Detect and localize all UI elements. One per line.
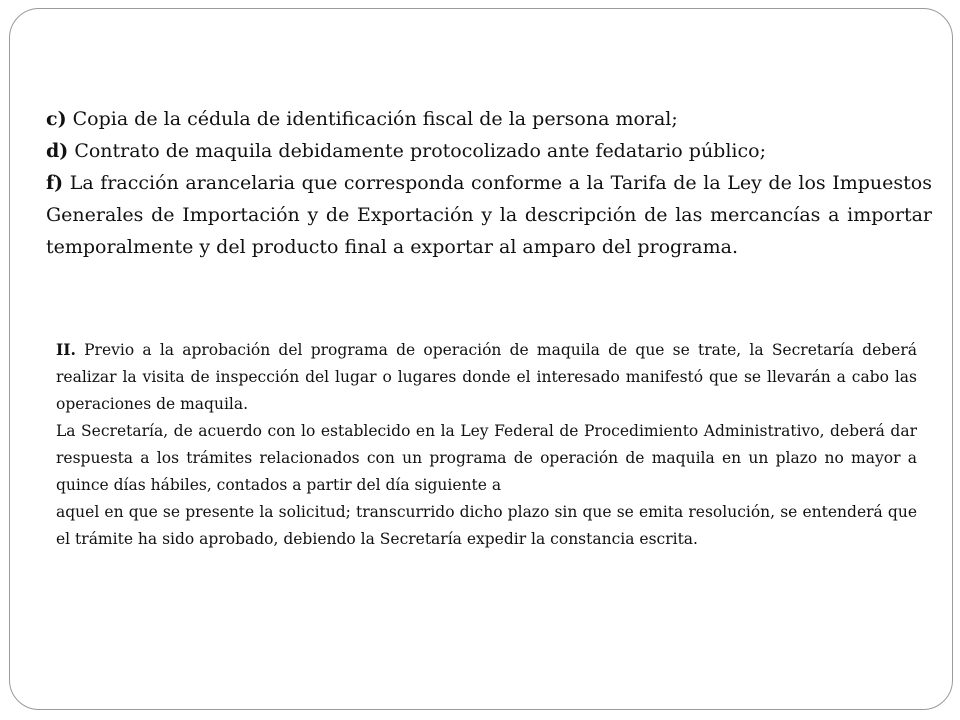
item-d-text: Contrato de maquila debidamente protocolizado ante fedatario público; xyxy=(68,140,766,162)
item-f-text: La fracción arancelaria que corresponda conforme a la Tarifa de la Ley de los Impuestos Generales de Importación y de Exportación y la descripción de las mercancías a importar temporalmente y del producto final a exportar al amparo del programa. xyxy=(46,172,932,258)
item-c xyxy=(46,103,932,135)
item-d xyxy=(46,135,932,167)
section-ii-para-1-text: Previo a la aprobación del programa de operación de maquila de que se trate, la Secretaría deberá realizar la visita de inspección del lugar o lugares donde el interesado manifestó que se llevarán a cabo las operaciones de maquila. xyxy=(56,341,917,413)
slide-frame xyxy=(9,8,953,710)
section-ii xyxy=(56,336,917,553)
requirements-list xyxy=(46,103,932,263)
item-c-text: Copia de la cédula de identificación fiscal de la persona moral; xyxy=(66,108,678,130)
item-d-label: d) xyxy=(46,140,69,162)
item-f xyxy=(46,167,932,263)
item-c-label: c) xyxy=(46,108,67,130)
section-ii-para-3: aquel en que se presente la solicitud; transcurrido dicho plazo sin que se emita resolución, se entenderá que el trámite ha sido aprobado, debiendo la Secretaría expedir la constancia escrita. xyxy=(56,503,917,548)
section-ii-para-1 xyxy=(56,336,917,418)
section-ii-heading: II. xyxy=(56,340,76,359)
section-ii-para-2: La Secretaría, de acuerdo con lo establecido en la Ley Federal de Procedimiento Administrativo, deberá dar respuesta a los trámites relacionados con un programa de operación de maquila en un plazo no mayor a quince días hábiles, contados a partir del día siguiente a xyxy=(56,422,917,494)
item-f-label: f) xyxy=(46,172,64,194)
